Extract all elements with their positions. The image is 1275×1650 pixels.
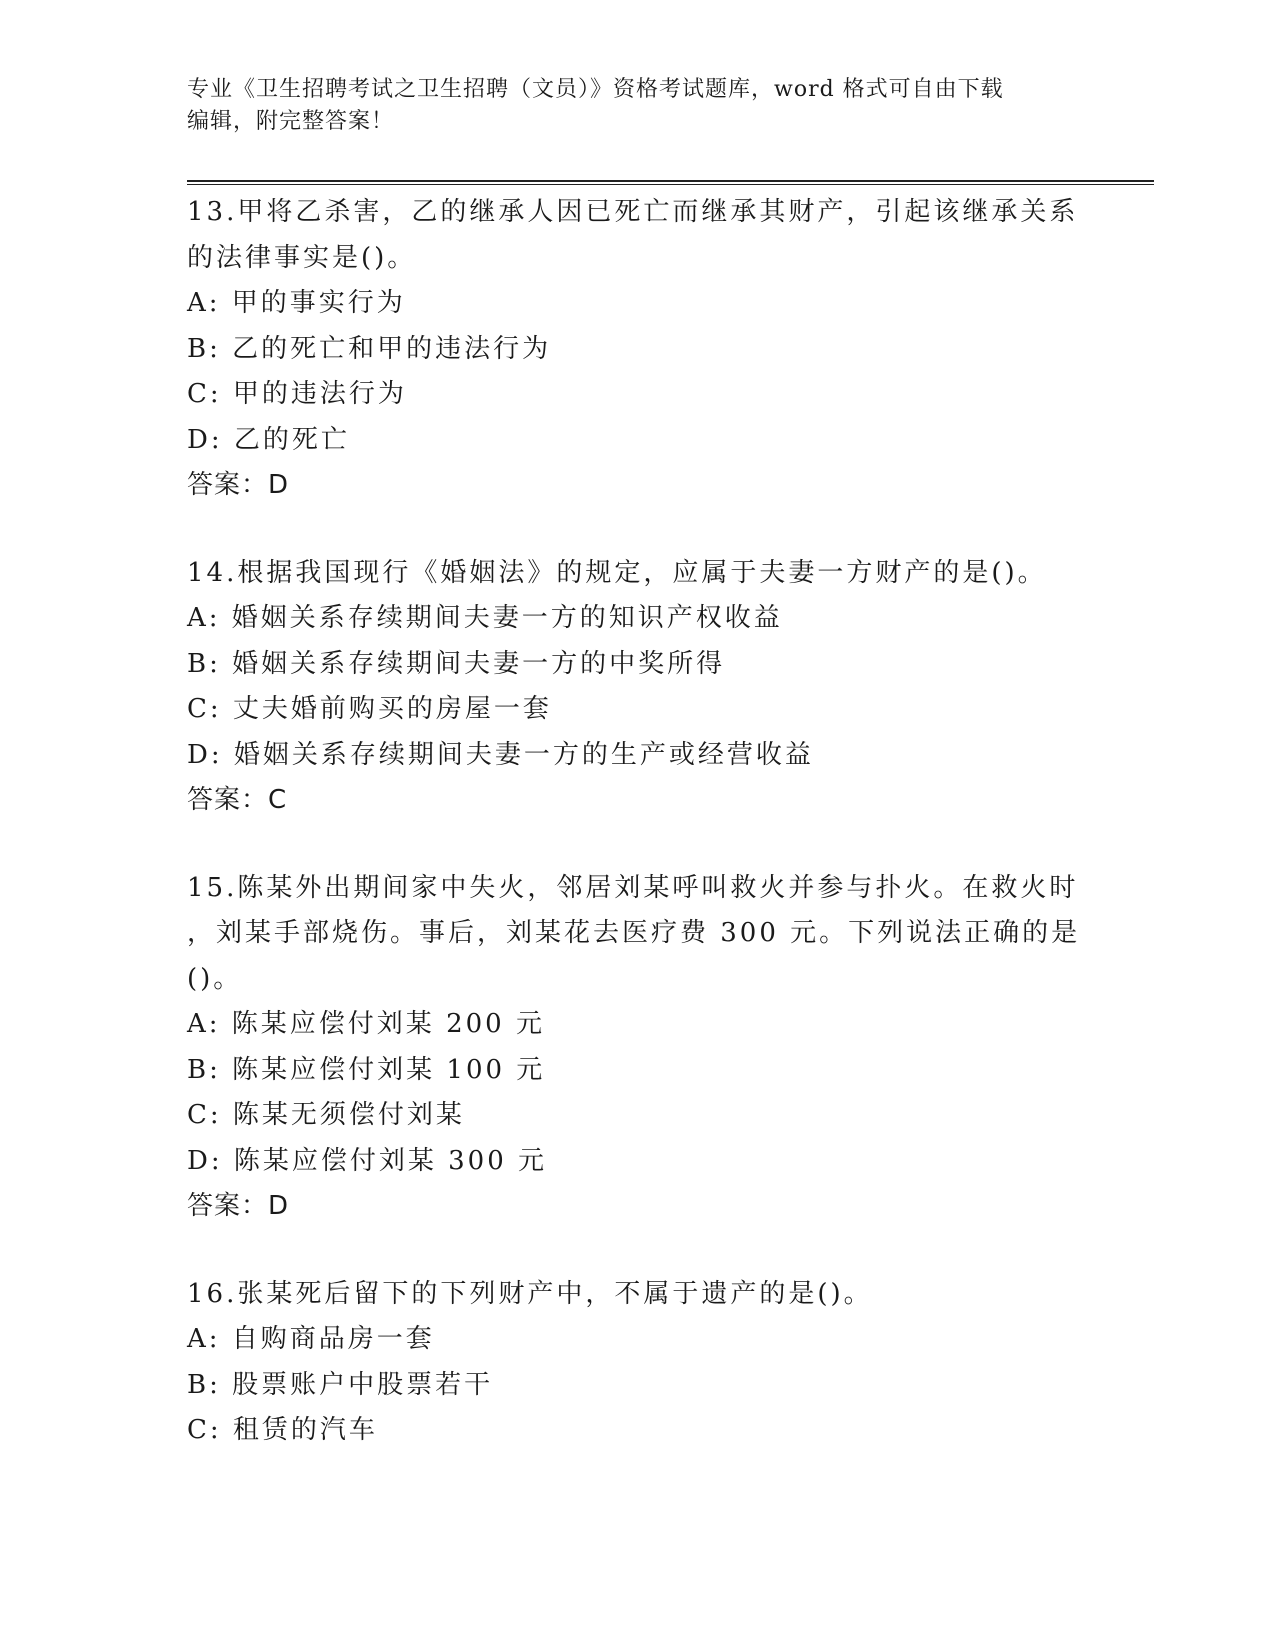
option-c: C: 租赁的汽车 [187, 1415, 378, 1445]
question-stem-line: 13.甲将乙杀害，乙的继承人因已死亡而继承其财产，引起该继承关系 [187, 197, 1079, 227]
option-d: D: 婚姻关系存续期间夫妻一方的生产或经营收益 [187, 739, 814, 770]
question-stem-line: 的法律事实是()。 [187, 242, 417, 273]
option-b: B: 股票账户中股票若干 [187, 1369, 494, 1400]
header-divider-thick [187, 180, 1154, 182]
header-line-1: 专业《卫生招聘考试之卫生招聘（文员）》资格考试题库，word 格式可自由下载 [187, 77, 1004, 102]
question-stem-line: 15.陈某外出期间家中失火，邻居刘某呼叫救火并参与扑火。在救火时 [187, 872, 1079, 903]
question-13 [187, 190, 1087, 509]
header-divider-thin [187, 184, 1154, 185]
option-b: B: 婚姻关系存续期间夫妻一方的中奖所得 [187, 648, 726, 679]
option-a: A: 陈某应偿付刘某 200 元 [187, 1009, 545, 1039]
question-stem-line: ()。 [187, 963, 243, 994]
option-b: B: 陈某应偿付刘某 100 元 [187, 1054, 546, 1085]
option-a: A: 甲的事实行为 [187, 288, 406, 318]
option-b: B: 乙的死亡和甲的违法行为 [187, 333, 552, 364]
option-d: D: 乙的死亡 [187, 424, 350, 455]
answer-label: 答案：C [187, 785, 288, 815]
header-line-2: 编辑，附完整答案！ [187, 109, 395, 134]
question-14 [187, 551, 1087, 824]
question-list [187, 190, 1087, 1496]
option-a: A: 自购商品房一套 [187, 1324, 435, 1354]
option-c: C: 甲的违法行为 [187, 379, 407, 409]
option-d: D: 陈某应偿付刘某 300 元 [187, 1145, 548, 1176]
question-16 [187, 1272, 1087, 1454]
question-stem-line: ，刘某手部烧伤。事后，刘某花去医疗费 300 元。下列说法正确的是 [187, 918, 1081, 948]
option-c: C: 丈夫婚前购买的房屋一套 [187, 694, 552, 724]
option-c: C: 陈某无须偿付刘某 [187, 1100, 465, 1130]
question-15 [187, 866, 1087, 1230]
option-a: A: 婚姻关系存续期间夫妻一方的知识产权收益 [187, 603, 783, 633]
question-stem-line: 14.根据我国现行《婚姻法》的规定，应属于夫妻一方财产的是()。 [187, 557, 1047, 588]
answer-label: 答案：D [187, 470, 290, 500]
question-stem-line: 16.张某死后留下的下列财产中，不属于遗产的是()。 [187, 1278, 873, 1309]
answer-label: 答案：D [187, 1191, 290, 1221]
document-header [187, 74, 1087, 138]
